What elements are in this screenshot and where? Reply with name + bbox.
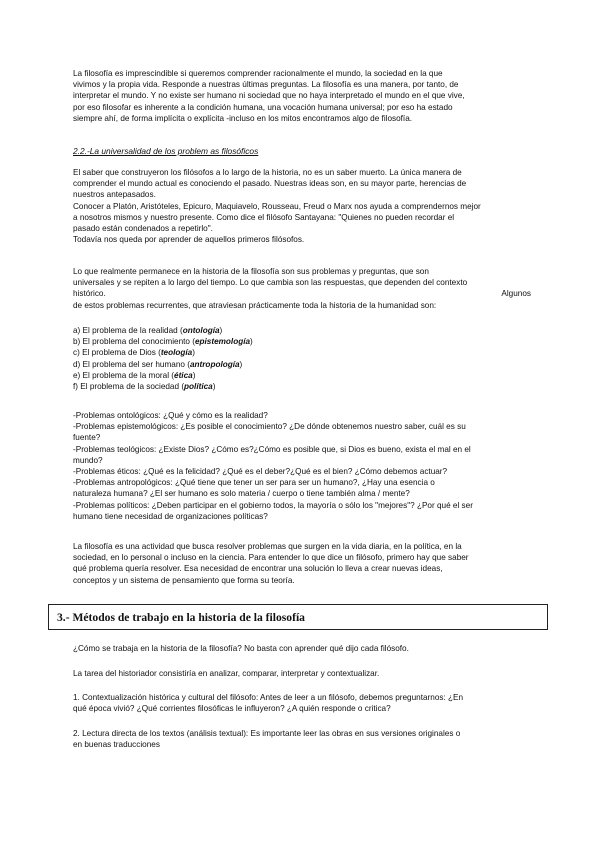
text-line: sociedad, en lo personal o incluso en la ciencia. Para entender lo que dice un filósofo, primero hay que saber — [73, 553, 469, 563]
text-line: a nosotros mismos y nuestro presente. Como dice el filósofo Santayana: "Quienes no pueden recordar el — [73, 212, 455, 222]
text-line — [73, 288, 531, 299]
text-line: -Problemas ontológicos: ¿Qué y cómo es la realidad? — [73, 411, 268, 420]
text-line: universales y se repiten a lo largo del tiempo. Lo que cambia son las respuestas, que dependen del contexto — [73, 278, 468, 288]
text-line: vivimos y la propia vida. Responde a nuestras últimas preguntas. La filosofía es una manera, por tanto, de — [73, 80, 459, 90]
text-line: por eso filosofar es inherente a la condición humana, una vocación humana universal; por eso ha estado — [73, 102, 453, 112]
subheading: 2.2.-La universalidad de los problem as filosóficos — [73, 146, 259, 156]
list-item: d) El problema del ser humano (antropología) — [73, 359, 243, 369]
text-line: La tarea del historiador consistiría en analizar, comparar, interpretar y contextualizar. — [73, 669, 380, 678]
text-line: La filosofía es imprescindible si queremos comprender racionalmente el mundo, la sociedad en la que — [73, 69, 443, 78]
text-line: Todavía nos queda por aprender de aquellos primeros filósofos. — [73, 235, 305, 245]
list-item: b) El problema del conocimiento (epistemología) — [73, 337, 253, 347]
text-line: conceptos y un sistema de pensamiento que forma su teoría. — [73, 575, 295, 585]
text-fragment: histórico. — [73, 289, 106, 299]
text-line: ¿Cómo se trabaja en la historia de la filosofía? No basta con aprender qué dijo cada filósofo. — [73, 644, 409, 653]
text-line: 1. Contextualización histórica y cultural del filósofo: Antes de leer a un filósofo, debemos preguntarnos: ¿En — [73, 693, 464, 702]
text-line: -Problemas antropológicos: ¿Qué tiene que tener un ser para ser un humano?, ¿Hay una esencia o — [73, 478, 435, 488]
text-line: qué problema quería resolver. Esa necesidad de encontrar una solución lo lleva a crear nuevas ideas, — [73, 564, 443, 574]
text-line: -Problemas teológicos: ¿Existe Dios? ¿Cómo es?¿Cómo es posible que, si Dios es bueno, exista el mal en el — [73, 444, 471, 454]
text-line: La filosofía es una actividad que busca resolver problemas que surgen en la vida diaria, en la política, en la — [73, 542, 462, 551]
text-line: interpretar el mundo. Y no existe ser humano ni sociedad que no haya interpretado el mundo en el que vive, — [73, 91, 465, 101]
section-title: 3.- Métodos de trabajo en la historia de la filosofía — [57, 611, 305, 624]
text-fragment: Algunos — [501, 289, 531, 299]
text-line: comprender el mundo actual es conociendo el pasado. Nuestras ideas son, en su mayor parte, herencias de — [73, 179, 467, 189]
text-line: qué época vivió? ¿Qué corrientes filosóficas le influyeron? ¿A quién responde o critica? — [73, 704, 391, 714]
list-item: c) El problema de Dios (teología) — [73, 348, 195, 358]
paragraph-problems-intro — [73, 266, 531, 311]
text-line: Lo que realmente permanece en la historia de la filosofía son sus problemas y preguntas, que son — [73, 267, 429, 276]
text-line: de estos problemas recurrentes, que atraviesan prácticamente toda la historia de la humanidad son: — [73, 300, 437, 310]
paragraph-intro — [73, 68, 531, 124]
text-line: humano tiene necesidad de organizaciones políticas? — [73, 511, 268, 521]
text-line: -Problemas epistemológicos: ¿Es posible el conocimiento? ¿De dónde obtenemos nuestro saber, cuál es su — [73, 422, 466, 432]
text-line: -Problemas políticos: ¿Deben participar en el gobierno todos, la mayoría o sólo los "mejores"? ¿Por qué el ser — [73, 500, 473, 510]
paragraph-activity — [73, 541, 531, 586]
text-line: pasado están condenados a repetirlo". — [73, 224, 213, 234]
text-line: 2. Lectura directa de los textos (análisis textual): Es importante leer las obras en sus versiones originales o — [73, 729, 461, 738]
questions-list — [73, 410, 531, 522]
text-line: fuente? — [73, 433, 101, 443]
paragraph-task — [73, 668, 531, 679]
problems-list — [73, 325, 531, 392]
text-line: siempre ahí, de forma implícita o explícita -incluso en los mitos encontramos algo de filosofía. — [73, 113, 413, 123]
paragraph-universality — [73, 167, 531, 245]
list-item: e) El problema de la moral (ética) — [73, 370, 196, 380]
section-header — [48, 604, 548, 630]
list-item: a) El problema de la realidad (ontología) — [73, 326, 223, 335]
paragraph-contextualization — [73, 692, 531, 714]
text-line: nuestros antepasados. — [73, 190, 156, 200]
paragraph-methods — [73, 643, 531, 654]
text-line: El saber que construyeron los filósofos a lo largo de la historia, no es un saber muerto. La única manera de — [73, 168, 462, 177]
list-item: f) El problema de la sociedad (política) — [73, 382, 216, 392]
text-line: Conocer a Platón, Aristóteles, Epicuro, Maquiavelo, Rousseau, Freud o Marx nos ayuda a comprendernos mejor — [73, 201, 481, 211]
text-line: en buenas traducciones — [73, 740, 160, 750]
paragraph-reading — [73, 728, 531, 750]
text-line: naturaleza humana? ¿El ser humano es solo materia / cuerpo o tiene también alma / mente? — [73, 489, 410, 499]
text-line: mundo? — [73, 455, 103, 465]
text-line: -Problemas éticos: ¿Qué es la felicidad? ¿Qué es el deber?¿Qué es el bien? ¿Cómo debemos actuar? — [73, 467, 448, 477]
